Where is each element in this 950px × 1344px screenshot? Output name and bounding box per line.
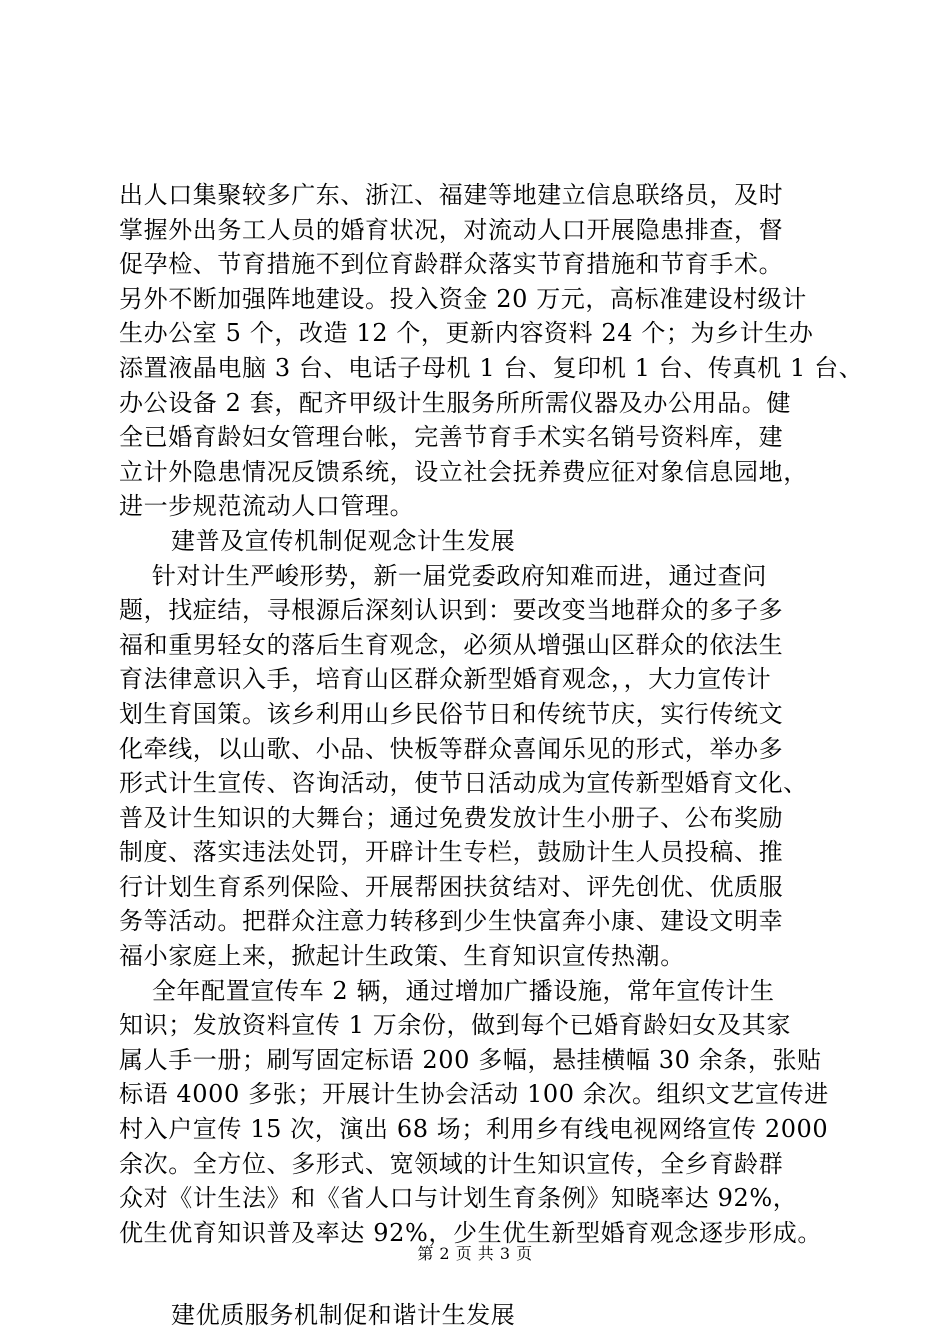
text-line: 建普及宣传机制促观念计生发展 xyxy=(171,526,516,555)
text-line: 知识；发放资料宣传 1 万余份，做到每个已婚育龄妇女及其家 xyxy=(119,1011,791,1040)
text-line: 出人口集聚较多广东、浙江、福建等地建立信息联络员，及时 xyxy=(119,181,784,209)
text-line: 全已婚育龄妇女管理台帐，完善节育手术实名销号资料库，建 xyxy=(119,423,784,452)
text-line: 针对计生严峻形势，新一届党委政府知难而进，通过查问 xyxy=(119,561,767,590)
text-line: 务等活动。把群众注意力转移到少生快富奔小康、建设文明幸 xyxy=(119,907,784,936)
text-line: 村入户宣传 15 次，演出 68 场；利用乡有线电视网络宣传 2000 xyxy=(119,1115,829,1144)
text-line: 添置液晶电脑 3 台、电话子母机 1 台、复印机 1 台、传真机 1 台、 xyxy=(119,353,864,382)
text-line: 制度、落实违法处罚，开辟计生专栏，鼓励计生人员投稿、推 xyxy=(119,838,784,867)
paragraph xyxy=(119,974,859,1251)
text-line: 育法律意识入手，培育山区群众新型婚育观念，，大力宣传计 xyxy=(119,665,772,694)
document-body xyxy=(119,178,864,1333)
text-line: 福小家庭上来，掀起计生政策、生育知识宣传热潮。 xyxy=(119,942,685,971)
text-line: 福和重男轻女的落后生育观念，必须从增强山区群众的依法生 xyxy=(119,630,784,659)
text-line: 行计划生育系列保险、开展帮困扶贫结对、评先创优、优质服 xyxy=(119,872,784,901)
section-heading xyxy=(119,524,859,559)
text-line: 题，找症结，寻根源后深刻认识到：要改变当地群众的多子多 xyxy=(119,596,784,625)
text-line: 全年配置宣传车 2 辆，通过增加广播设施，常年宣传计生 xyxy=(119,976,775,1005)
text-line: 进一步规范流动人口管理。 xyxy=(119,492,415,521)
text-line: 促孕检、节育措施不到位育龄群众落实节育措施和节育手术。 xyxy=(119,250,784,279)
text-line: 划生育国策。该乡利用山乡民俗节日和传统节庆，实行传统文 xyxy=(119,699,784,728)
page-footer: 第 2 页 共 3 页 xyxy=(417,1244,533,1263)
text-line: 生办公室 5 个，改造 12 个，更新内容资料 24 个；为乡计生办 xyxy=(119,319,814,348)
text-line: 形式计生宣传、咨询活动，使节日活动成为宣传新型婚育文化、 xyxy=(119,769,808,798)
section-heading xyxy=(119,1298,859,1333)
text-line: 优生优育知识普及率达 92%，少生优生新型婚育观念逐步形成。 xyxy=(119,1218,822,1247)
text-line: 普及计生知识的大舞台；通过免费发放计生小册子、公布奖励 xyxy=(119,803,784,832)
text-line: 属人手一册；刷写固定标语 200 多幅，悬挂横幅 30 余条，张贴 xyxy=(119,1045,822,1074)
paragraph xyxy=(119,559,859,974)
text-line: 化牵线，以山歌、小品、快板等群众喜闻乐见的形式，举办多 xyxy=(119,734,784,763)
text-line: 掌握外出务工人员的婚育状况，对流动人口开展隐患排查，督 xyxy=(119,215,784,244)
text-line: 众对《计生法》和《省人口与计划生育条例》知晓率达 92%， xyxy=(119,1184,798,1213)
text-line: 标语 4000 多张；开展计生协会活动 100 余次。组织文艺宣传进 xyxy=(119,1080,829,1109)
text-line: 办公设备 2 套，配齐甲级计生服务所所需仪器及办公用品。健 xyxy=(119,388,791,417)
text-line: 余次。全方位、多形式、宽领域的计生知识宣传，全乡育龄群 xyxy=(119,1149,784,1178)
text-line: 另外不断加强阵地建设。投入资金 20 万元，高标准建设村级计 xyxy=(119,284,807,313)
text-line: 立计外隐患情况反馈系统，设立社会抚养费应征对象信息园地， xyxy=(119,457,808,486)
paragraph xyxy=(119,178,864,524)
text-line: 建优质服务机制促和谐计生发展 xyxy=(171,1301,516,1330)
